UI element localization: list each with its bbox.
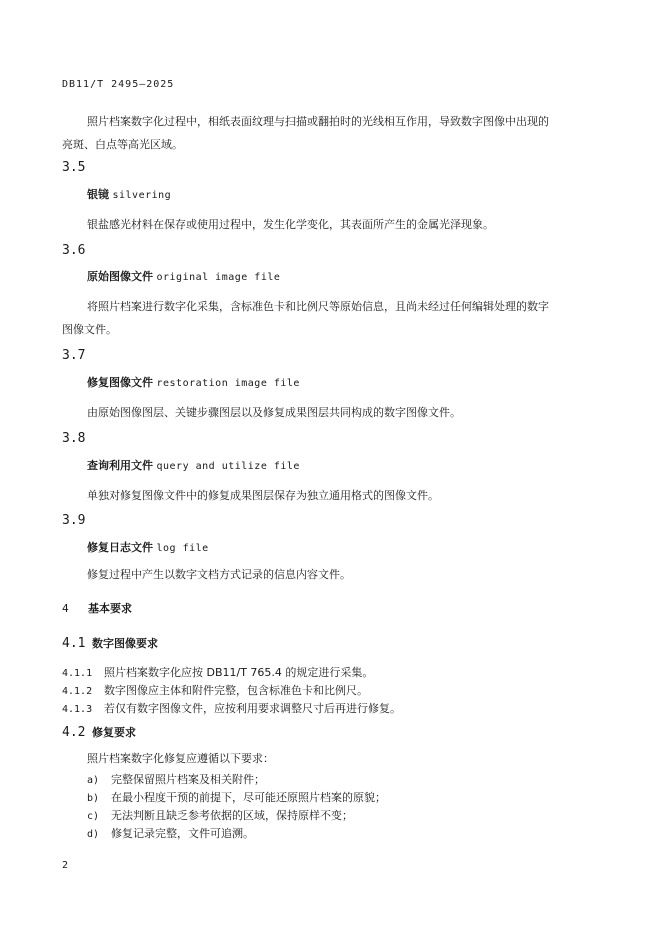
term-en: restoration image file [156, 378, 300, 389]
clause-heading [62, 724, 136, 740]
term-heading [87, 374, 300, 390]
item-number: 4.1.3 [62, 704, 93, 715]
list-marker: a) [87, 775, 100, 786]
term-zh: 修复图像文件 [87, 376, 153, 389]
list-item [62, 664, 373, 680]
page-number: 2 [62, 860, 69, 871]
term-number: 3.5 [62, 160, 86, 175]
term-definition: 图像文件。 [62, 323, 117, 336]
section-heading [62, 600, 132, 616]
section-number: 4 [62, 602, 69, 615]
list-item [62, 700, 401, 716]
list-marker: b) [87, 793, 100, 804]
item-text: 照片档案数字化应按 DB11/T 765.4 的规定进行采集。 [104, 666, 374, 679]
item-text: 若仅有数字图像文件，应按利用要求调整尺寸后再进行修复。 [104, 702, 401, 715]
term-zh: 查询利用文件 [87, 459, 153, 472]
term-number: 3.7 [62, 348, 86, 363]
section-title: 基本要求 [88, 602, 132, 615]
item-number: 4.1.2 [62, 686, 93, 697]
list-item [87, 789, 386, 805]
term-en: silvering [112, 190, 172, 201]
term-heading [87, 457, 300, 473]
term-definition: 银盐感光材料在保存或使用过程中，发生化学变化，其表面所产生的金属光泽现象。 [87, 218, 494, 231]
clause-number: 4.2 [62, 725, 86, 740]
term-en: query and utilize file [156, 461, 300, 472]
list-text: 无法判断且缺乏参考依据的区域，保持原样不变； [111, 809, 353, 822]
list-text: 在最小程度干预的前提下，尽可能还原照片档案的原貌； [111, 791, 386, 804]
term-heading [87, 268, 280, 284]
term-number: 3.9 [62, 513, 86, 528]
term-definition: 将照片档案进行数字化采集，含标准色卡和比例尺等原始信息，且尚未经过任何编辑处理的数字 [87, 300, 549, 313]
term-definition: 由原始图像图层、关键步骤图层以及修复成果图层共同构成的数字图像文件。 [87, 406, 461, 419]
list-item [87, 825, 254, 841]
item-text: 数字图像应主体和附件完整，包含标准色卡和比例尺。 [104, 684, 368, 697]
list-marker: d) [87, 829, 100, 840]
term-en: log file [156, 543, 209, 554]
term-zh: 银镜 [87, 188, 109, 201]
requirements-intro: 照片档案数字化修复应遵循以下要求： [87, 752, 274, 765]
intro-line-1: 照片档案数字化过程中，相纸表面纹理与扫描或翻拍时的光线相互作用，导致数字图像中出现的 [87, 115, 549, 128]
list-item [87, 807, 353, 823]
term-zh: 修复日志文件 [87, 541, 153, 554]
intro-line-2: 亮斑、白点等高光区域。 [62, 138, 183, 151]
list-item [87, 771, 265, 787]
term-zh: 原始图像文件 [87, 270, 153, 283]
list-text: 修复记录完整，文件可追溯。 [111, 827, 254, 840]
term-en: original image file [156, 272, 281, 283]
term-definition: 修复过程中产生以数字文档方式记录的信息内容文件。 [87, 568, 351, 581]
list-marker: c) [87, 811, 100, 822]
clause-title: 数字图像要求 [92, 637, 158, 650]
term-heading [87, 539, 209, 555]
term-heading [87, 186, 171, 202]
clause-heading [62, 635, 158, 651]
term-number: 3.8 [62, 431, 86, 446]
clause-number: 4.1 [62, 636, 86, 651]
clause-title: 修复要求 [92, 726, 136, 739]
document-header: DB11/T 2495—2025 [62, 79, 175, 90]
list-text: 完整保留照片档案及相关附件； [111, 773, 265, 786]
term-definition: 单独对修复图像文件中的修复成果图层保存为独立通用格式的图像文件。 [87, 489, 439, 502]
item-number: 4.1.1 [62, 668, 93, 679]
term-number: 3.6 [62, 243, 86, 258]
list-item [62, 682, 368, 698]
